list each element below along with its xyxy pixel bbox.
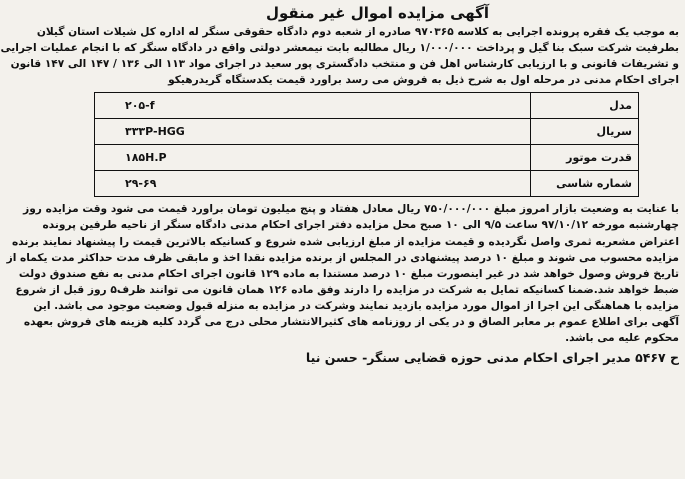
spec-label: سریال bbox=[531, 119, 639, 145]
specs-table bbox=[94, 92, 639, 197]
table-row bbox=[95, 171, 639, 197]
notice-title: آگهی مزایده اموال غیر منقول bbox=[265, 4, 490, 22]
signature-line: ح ۵۴۶۷ مدیر اجرای احکام مدنی حوزه قضایی سنگر- حسن نیا bbox=[305, 350, 679, 366]
intro-line: اجرای احکام مدنی در مرحله اول به شرح ذیل به فروش می رسد براورد قیمت یکدستگاه گریدرهیکو bbox=[168, 74, 679, 87]
notice-page bbox=[0, 4, 679, 471]
body-line: اعتراض مشعربه ثمری واصل نگردیده و قیمت مزایده از مبلغ ارزیابی شده شروع و کسانیکه بالاترین قیمت را پیشنهاد نمایند برنده bbox=[12, 235, 679, 248]
body-line: چهارشنبه مورخه ۹۷/۱۰/۱۲ ساعت ۹/۵ الی ۱۰ صبح محل مزایده دفتر اجرای احکام مدنی دادگاه سنگر از ناحیه طرفین پرونده bbox=[42, 219, 679, 232]
spec-label: مدل bbox=[531, 93, 639, 119]
body-line: مزایده محسوب می شوند و مبلغ ۱۰ درصد پیشنهادی در المجلس از برنده مزایده نقدا اخذ و مابقی ظرف مدت حداکثر مدت یکماه از bbox=[6, 251, 679, 264]
table-row bbox=[95, 93, 639, 119]
body-line: مزایده با هماهنگی این اجرا از اموال مورد مزایده بازدید نمایند وشرکت در مزایده به منزله قبول وضعیت موجود می باشد. این bbox=[33, 299, 679, 312]
intro-line: به موجب یک فقره پرونده اجرایی به کلاسه ۹۷۰۳۶۵ صادره از شعبه دوم دادگاه حقوقی سنگر له اداره کل شیلات استان گیلان bbox=[36, 26, 679, 38]
table-row bbox=[95, 145, 639, 171]
body-line: محکوم علیه می باشد. bbox=[565, 332, 679, 345]
body-line: با عنایت به وضعیت بازار امروز مبلغ ۷۵۰/۰۰۰/۰۰۰ ریال معادل هفتاد و پنج میلیون تومان براورد قیمت می شود وقت مزایده روز bbox=[23, 203, 679, 216]
table-row bbox=[95, 119, 639, 145]
intro-paragraph bbox=[0, 24, 679, 88]
intro-line: بطرفیت شرکت سبک بنا گیل و پرداخت ۱/۰۰۰/۰۰۰ ریال مطالبه بابت نیمعشر دولتی واقع در دادگاه سنگر که با انجام عملیات اجرایی bbox=[0, 42, 679, 55]
spec-label: قدرت موتور bbox=[531, 145, 639, 171]
body-line: تاریخ فروش وصول خواهد شد در غیر اینصورت مبلغ ۱۰ درصد مستندا به ماده ۱۲۹ قانون اجرای احکام مدنی به نفع صندوق دولت bbox=[18, 267, 679, 280]
spec-value: ۱۸۵H.P bbox=[95, 145, 531, 171]
body-line: آگهی برای اطلاع عموم بر معابر الصاق و در یکی از روزنامه های کثیرالانتشار محلی درج می گردد کلیه هزینه های فروش بعهده bbox=[23, 316, 679, 329]
spec-value: ۲۰۵-f bbox=[95, 93, 531, 119]
spec-label: شماره شاسی bbox=[531, 171, 639, 197]
spec-value: ۳۳۳P-HGG bbox=[95, 119, 531, 145]
spec-value: ۲۹-۶۹ bbox=[95, 171, 531, 197]
intro-line: و تشریفات قانونی و با ارزیابی کارشناس اهل فن و منتخب دادگستری پور سعید در اجرای مواد ۱۱۳ الی ۱۳۶ / ۱۴۷ الی ۱۴۷ قانون bbox=[10, 58, 679, 71]
body-paragraph bbox=[6, 201, 679, 346]
body-line: ضبط خواهد شد.ضمنا کسانیکه تمایل به شرکت در مزایده را دارند وفق ماده ۱۲۶ همان قانون می توانند ظرف۵ روز قبل از شروع bbox=[15, 283, 679, 296]
